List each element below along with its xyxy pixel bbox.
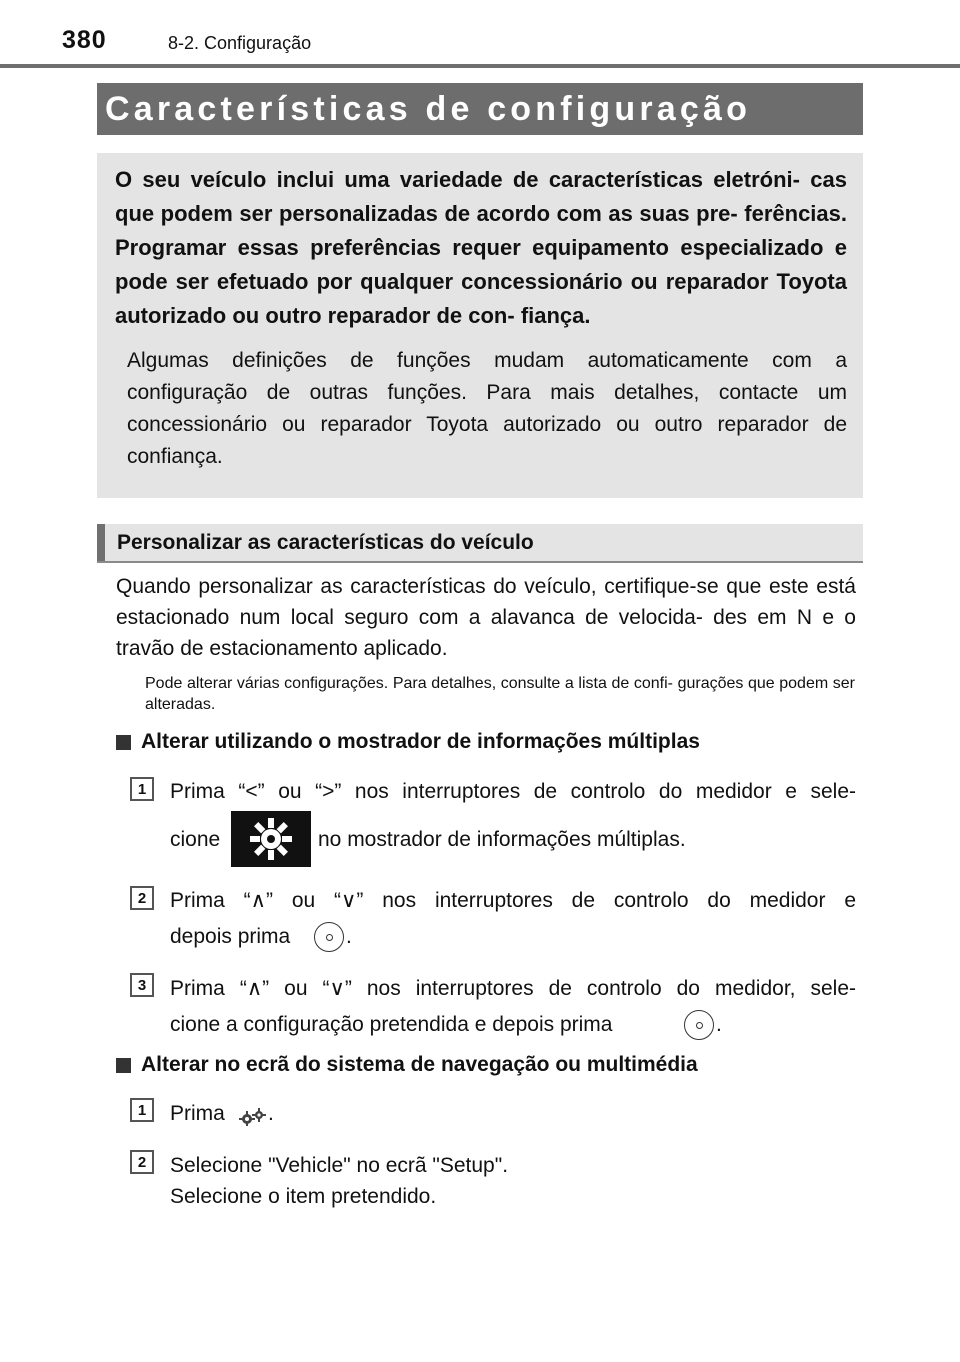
step-text: depois prima	[170, 925, 291, 948]
method1-heading-text: Alterar utilizando o mostrador de informações múltiplas	[141, 730, 700, 753]
step-text: Prima “∧” ou “∨” nos interruptores de controlo do medidor, sele-	[170, 977, 856, 1000]
note-line: concessionário ou reparador Toyota autorizado ou outro reparador	[127, 413, 809, 436]
step-text: .	[716, 1013, 722, 1036]
step-text: Prima	[170, 1102, 225, 1125]
step-text: no mostrador de informações múltiplas.	[318, 828, 686, 851]
step-number-badge: 1	[130, 1098, 154, 1122]
note-line: de confiança.	[127, 413, 847, 468]
step-number-badge: 2	[130, 1150, 154, 1174]
intro-line: O seu veículo inclui uma variedade de características eletróni-	[115, 167, 800, 192]
note-line: Algumas definições de funções mudam automaticamente com a	[127, 349, 847, 372]
intro-line: fiança.	[520, 303, 591, 328]
method1-heading	[116, 730, 700, 754]
intro-box	[97, 153, 863, 498]
step-number-badge: 1	[130, 777, 154, 801]
title-bar	[97, 83, 863, 135]
method2-heading	[116, 1053, 698, 1077]
step-text: cione	[170, 828, 221, 851]
section-reference: 8-2. Configuração	[168, 33, 312, 53]
body-paragraph	[116, 571, 856, 664]
page-title: Características de configuração	[105, 89, 752, 128]
small-note	[145, 673, 855, 715]
ok-button-icon	[684, 1010, 714, 1040]
step-text: .	[268, 1102, 274, 1125]
intro-line: especializado e pode ser efetuado por qualquer concessionário	[115, 235, 847, 294]
step-text: cione a configuração pretendida e depois prima	[170, 1013, 613, 1036]
step-number-badge: 2	[130, 886, 154, 910]
subsection-divider	[97, 561, 863, 563]
square-bullet-icon	[116, 735, 131, 750]
square-bullet-icon	[116, 1058, 131, 1073]
step-text: Selecione o item pretendido.	[170, 1185, 437, 1208]
body-line: des em N e o travão de estacionamento aplicado.	[116, 606, 856, 660]
intro-line: cas que podem ser personalizadas de acordo com as suas pre-	[115, 167, 847, 226]
subsection-title: Personalizar as características do veículo	[117, 530, 534, 554]
subsection-header	[97, 524, 863, 561]
step-number-badge: 3	[130, 973, 154, 997]
note-line: configuração de outras funções. Para mais detalhes, contacte um	[127, 381, 847, 404]
body-line: este está estacionado num local seguro com a alavanca de velocida-	[116, 575, 856, 629]
step-text: Prima “∧” ou “∨” nos interruptores de controlo do medidor e	[170, 889, 856, 912]
step-text: Selecione "Vehicle" no ecrã "Setup".	[170, 1154, 509, 1177]
intro-line: ferências. Programar essas preferências requer equipamento	[115, 201, 847, 260]
intro-note	[127, 345, 847, 473]
ok-button-icon	[314, 922, 344, 952]
small-line: gurações que podem ser alteradas.	[145, 675, 855, 713]
intro-line: ou reparador Toyota autorizado ou outro reparador de con-	[115, 269, 847, 328]
header-divider	[0, 64, 960, 68]
gear-icon	[231, 811, 311, 867]
setup-gears-icon	[239, 1108, 267, 1126]
intro-paragraph	[115, 163, 847, 333]
method2-heading-text: Alterar no ecrã do sistema de navegação ou multimédia	[141, 1053, 698, 1076]
body-line: Quando personalizar as características do veículo, certifique-se que	[116, 575, 762, 598]
step-text: .	[346, 925, 352, 948]
page-number: 380	[62, 26, 107, 54]
step-text: Prima “<” ou “>” nos interruptores de controlo do medidor e sele-	[170, 780, 856, 803]
small-line: Pode alterar várias configurações. Para detalhes, consulte a lista de confi-	[145, 675, 673, 692]
